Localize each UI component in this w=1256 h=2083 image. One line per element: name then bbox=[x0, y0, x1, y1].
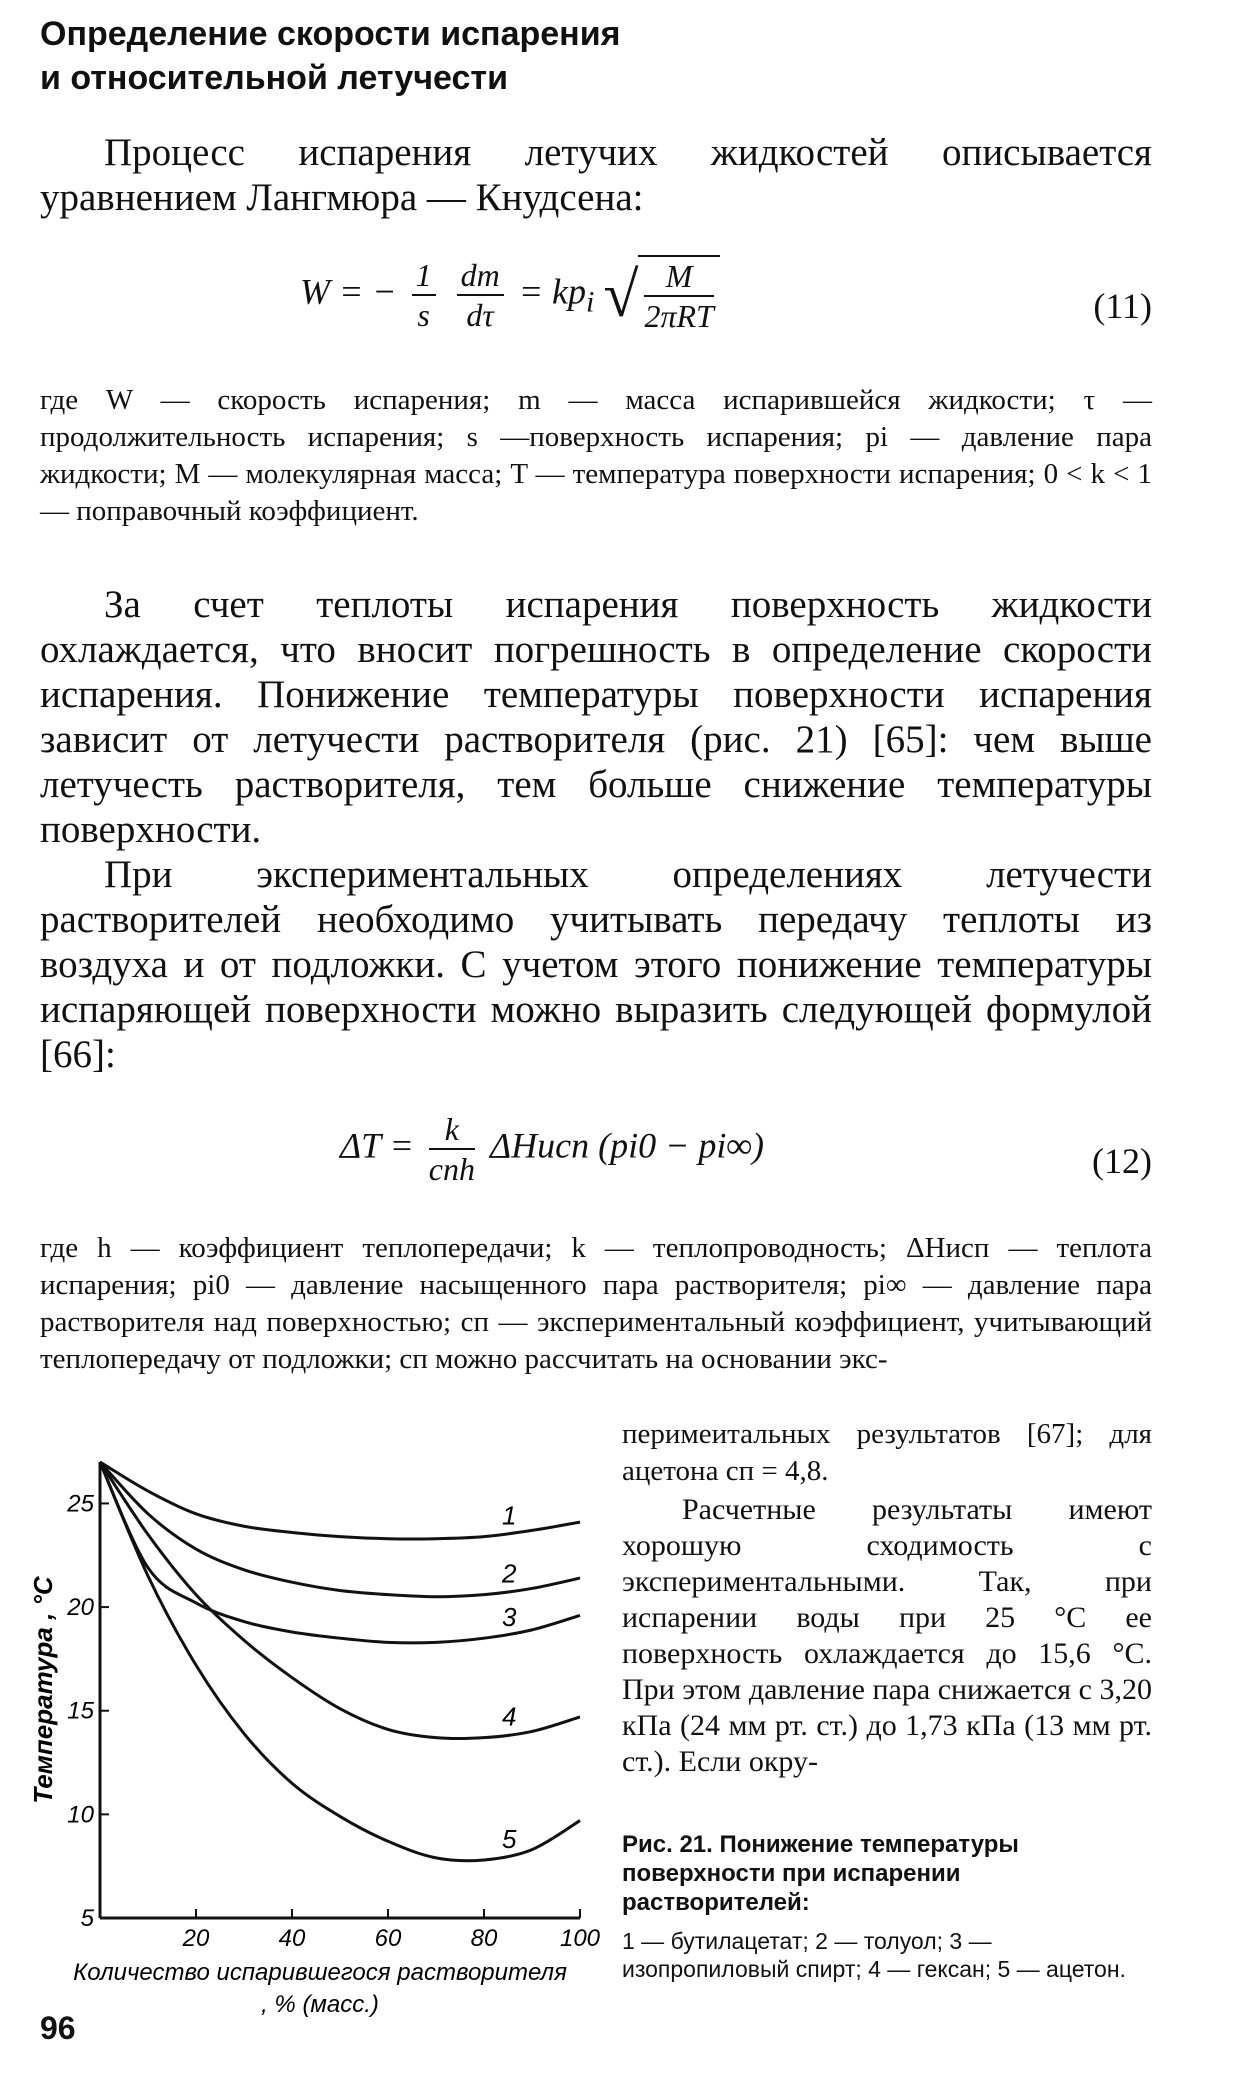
page-number: 96 bbox=[40, 2010, 76, 2046]
paragraph-3: При экспериментальных определениях летучести растворителей необходимо учитывать передачу теплоты из воздуха и от подложки. С учетом этого понижение температуры испаряющей поверхности можно выразить следующей формулой [66]: bbox=[40, 853, 1152, 1076]
x-tick-label: 80 bbox=[470, 1925, 498, 1952]
formula-12-frac bbox=[429, 1110, 475, 1188]
formula-12-number: (12) bbox=[1092, 1141, 1152, 1181]
heading-line-1: Определение скорости испарения bbox=[40, 15, 621, 53]
formula-11-frac-2 bbox=[457, 256, 504, 334]
series-label-1: 1 bbox=[502, 1500, 517, 1531]
formula-12-rest: ΔHисп (pi0 − pi∞) bbox=[490, 1125, 765, 1166]
x-axis-label-line-1: Количество испарившегося растворителя bbox=[73, 1959, 567, 1986]
formula-11-mid-sub: i bbox=[585, 285, 595, 319]
formula-12-definitions: где h — коэффициент теплопередачи; k — теплопроводность; ΔHисп — теплота испарения; pi0 — давление насыщенного пара растворителя; pi∞ — давление пара растворителя над поверхностью; cп — экспериментальный коэффициент, учитывающий теплопередачу от подложки; cп можно рассчитать на основании экс- bbox=[40, 1232, 1152, 1375]
formula-11-sqrt-num: M bbox=[644, 257, 713, 297]
formula-12-lhs: ΔT = bbox=[340, 1125, 414, 1166]
figure-caption-title: Рис. 21. Понижение температуры поверхности при испарении растворителей: bbox=[622, 1831, 1019, 1916]
y-tick-label: 10 bbox=[67, 1801, 94, 1829]
formula-11-sqrt-body bbox=[638, 255, 719, 335]
formula-11-lhs: W = − bbox=[300, 271, 397, 312]
formula-11 bbox=[40, 255, 1152, 355]
y-tick-label: 25 bbox=[67, 1490, 94, 1518]
formula-11-sqrt bbox=[603, 255, 720, 335]
formula-11-definitions: где W — скорость испарения; m — масса испарившейся жидкости; τ — продолжительность испарения; s —поверхность испарения; pi — давление пара жидкоcти; M — молекулярная масса; T — температура поверхности испарения; 0 < k < 1 — поправочный коэффициент. bbox=[40, 384, 1152, 527]
formula-11-number: (11) bbox=[1093, 286, 1152, 326]
formula-12-frac-den: cпh bbox=[428, 1151, 475, 1187]
formula-11-frac-1-den: s bbox=[417, 297, 430, 333]
y-axis-label: Температура , °С bbox=[28, 1576, 58, 1804]
y-tick-label: 5 bbox=[80, 1905, 94, 1932]
formula-11-sqrt-frac bbox=[644, 257, 713, 335]
paragraph-2: За счет теплоты испарения поверхность жидкости охлаждается, что вносит погрешность в определение скорости испарения. Понижение температуры поверхности испарения зависит от летучести растворителя (рис. 21) [65]: чем выше летучесть растворителя, тем больше снижение температуры поверхности. bbox=[40, 583, 1152, 851]
formula-11-expression bbox=[300, 255, 720, 335]
y-tick-label: 15 bbox=[67, 1697, 94, 1725]
formula-11-frac-2-den: dτ bbox=[466, 297, 494, 333]
x-tick-label: 20 bbox=[182, 1925, 210, 1952]
formula-12-frac-num: k bbox=[429, 1110, 475, 1150]
formula-12 bbox=[40, 1110, 1152, 1210]
section-heading bbox=[40, 12, 1140, 100]
formula-11-frac-2-num: dm bbox=[457, 256, 504, 296]
figure-21-chart bbox=[20, 1440, 600, 2020]
formula-11-frac-1 bbox=[412, 256, 436, 334]
x-tick-label: 60 bbox=[374, 1925, 402, 1952]
heading-line-2: и относительной летучести bbox=[40, 59, 508, 97]
formula-11-mid: = kp bbox=[518, 271, 586, 312]
formula-11-sqrt-den: 2πRT bbox=[644, 298, 714, 334]
y-tick-label: 20 bbox=[67, 1594, 94, 1622]
paragraph-1: Процесс испарения летучих жидкостей описывается уравнением Лангмюра — Кнудсена: bbox=[40, 131, 1152, 219]
figure-caption-legend: 1 — бутилацетат; 2 — толуол; 3 — изопропиловый спирт; 4 — гексан; 5 — ацетон. bbox=[622, 1928, 1126, 1982]
series-label-2: 2 bbox=[502, 1558, 517, 1589]
chart-labels bbox=[28, 1490, 600, 2018]
formula-11-frac-1-num: 1 bbox=[412, 256, 436, 296]
x-tick-label: 40 bbox=[278, 1925, 306, 1952]
series-label-4: 4 bbox=[502, 1701, 517, 1732]
x-tick-label: 100 bbox=[559, 1925, 600, 1952]
paragraph-4-continuation: перимеитальных результатов [67]; для ацетона cп = 4,8. bbox=[622, 1418, 1152, 1487]
paragraph-5: Расчетные результаты имеют хорошую сходимость с экспериментальными. Так, при испарении воды при 25 °С ее поверхность охлаждается до 15,6 °С. При этом давление пара снижается с 3,20 кПа (24 мм рт. ст.) до 1,73 кПа (13 мм рт. ст.). Если окру- bbox=[622, 1493, 1152, 1778]
formula-12-expression bbox=[340, 1110, 764, 1188]
series-label-3: 3 bbox=[502, 1602, 517, 1633]
x-axis-label-line-2: , % (масс.) bbox=[261, 1991, 379, 2018]
sqrt-symbol-icon: √ bbox=[603, 259, 639, 330]
series-label-5: 5 bbox=[502, 1823, 517, 1854]
